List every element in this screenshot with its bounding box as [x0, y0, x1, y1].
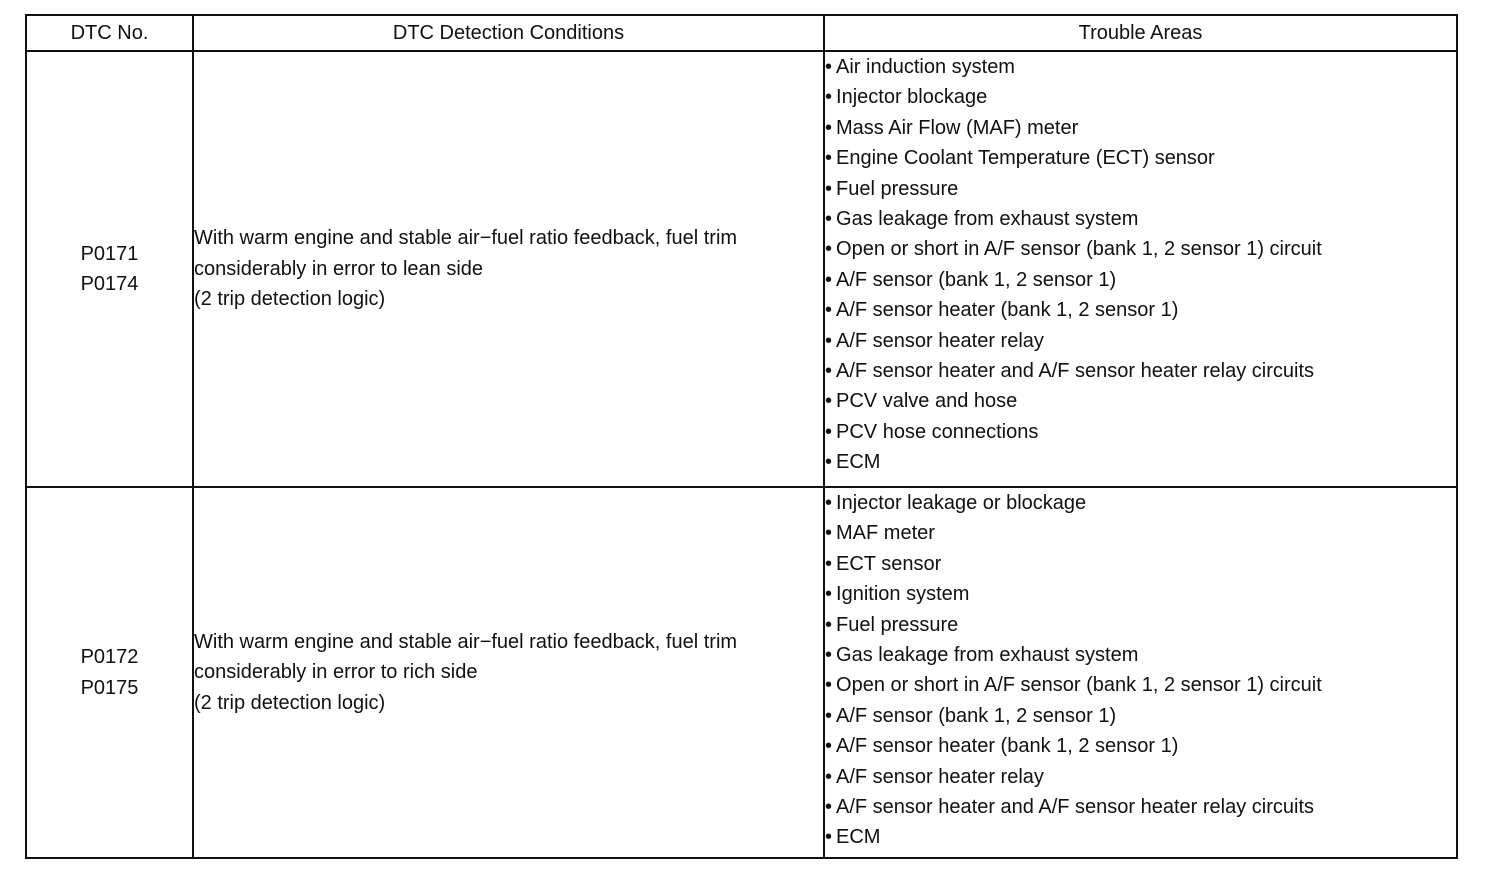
- trouble-area-item: • A/F sensor heater relay: [825, 762, 1456, 792]
- trouble-areas-cell: [824, 51, 1457, 487]
- trouble-area-item: • Fuel pressure: [825, 174, 1456, 204]
- trouble-area-item: • Open or short in A/F sensor (bank 1, 2 sensor 1) circuit: [825, 234, 1456, 264]
- trouble-area-item: • Fuel pressure: [825, 610, 1456, 640]
- trouble-area-item: • A/F sensor heater and A/F sensor heater relay circuits: [825, 792, 1456, 822]
- trouble-area-item: • A/F sensor (bank 1, 2 sensor 1): [825, 265, 1456, 295]
- trouble-area-item: • PCV valve and hose: [825, 386, 1456, 416]
- trouble-area-item: • Injector leakage or blockage: [825, 488, 1456, 518]
- trouble-area-item: • ECT sensor: [825, 549, 1456, 579]
- condition-text: With warm engine and stable air−fuel ratio feedback, fuel trim: [194, 630, 738, 653]
- trouble-areas-list: [825, 52, 1456, 478]
- dtc-code: P0172: [80, 646, 139, 668]
- trouble-area-item: • A/F sensor heater relay: [825, 326, 1456, 356]
- trouble-area-item: • A/F sensor heater and A/F sensor heater relay circuits: [825, 356, 1456, 386]
- table-row: [26, 487, 1457, 858]
- condition-text: (2 trip detection logic): [194, 691, 386, 714]
- trouble-areas-list: [825, 488, 1456, 853]
- header-row: [26, 15, 1457, 51]
- trouble-area-item: • Injector blockage: [825, 82, 1456, 112]
- detection-condition-cell: [193, 51, 824, 487]
- condition-text: considerably in error to lean side: [194, 257, 484, 280]
- header-detection-conditions: DTC Detection Conditions: [193, 15, 824, 51]
- dtc-code-cell: [26, 487, 193, 858]
- trouble-area-item: • A/F sensor heater (bank 1, 2 sensor 1): [825, 731, 1456, 761]
- trouble-areas-cell: [824, 487, 1457, 858]
- header-dtc-no: DTC No.: [26, 15, 193, 51]
- trouble-area-item: • A/F sensor (bank 1, 2 sensor 1): [825, 701, 1456, 731]
- trouble-area-item: • Engine Coolant Temperature (ECT) sensor: [825, 143, 1456, 173]
- table-header: [26, 15, 1457, 51]
- dtc-table: [25, 14, 1458, 859]
- trouble-area-item: • Air induction system: [825, 52, 1456, 82]
- trouble-area-item: • ECM: [825, 822, 1456, 852]
- table-row: [26, 51, 1457, 487]
- condition-text: With warm engine and stable air−fuel ratio feedback, fuel trim: [194, 227, 738, 250]
- dtc-code: P0174: [80, 273, 139, 295]
- trouble-area-item: • ECM: [825, 447, 1456, 477]
- header-trouble-areas: Trouble Areas: [824, 15, 1457, 51]
- dtc-code: P0175: [80, 676, 139, 699]
- condition-text: (2 trip detection logic): [194, 288, 386, 311]
- dtc-code: P0171: [80, 242, 139, 265]
- trouble-area-item: • Ignition system: [825, 579, 1456, 609]
- table-body: [26, 51, 1457, 858]
- trouble-area-item: • PCV hose connections: [825, 417, 1456, 447]
- trouble-area-item: • A/F sensor heater (bank 1, 2 sensor 1): [825, 295, 1456, 325]
- detection-condition-cell: [193, 487, 824, 858]
- condition-text: considerably in error to rich side: [194, 661, 478, 684]
- trouble-area-item: • Gas leakage from exhaust system: [825, 640, 1456, 670]
- trouble-area-item: • MAF meter: [825, 518, 1456, 548]
- dtc-code-cell: [26, 51, 193, 487]
- trouble-area-item: • Open or short in A/F sensor (bank 1, 2 sensor 1) circuit: [825, 670, 1456, 700]
- trouble-area-item: • Gas leakage from exhaust system: [825, 204, 1456, 234]
- trouble-area-item: • Mass Air Flow (MAF) meter: [825, 113, 1456, 143]
